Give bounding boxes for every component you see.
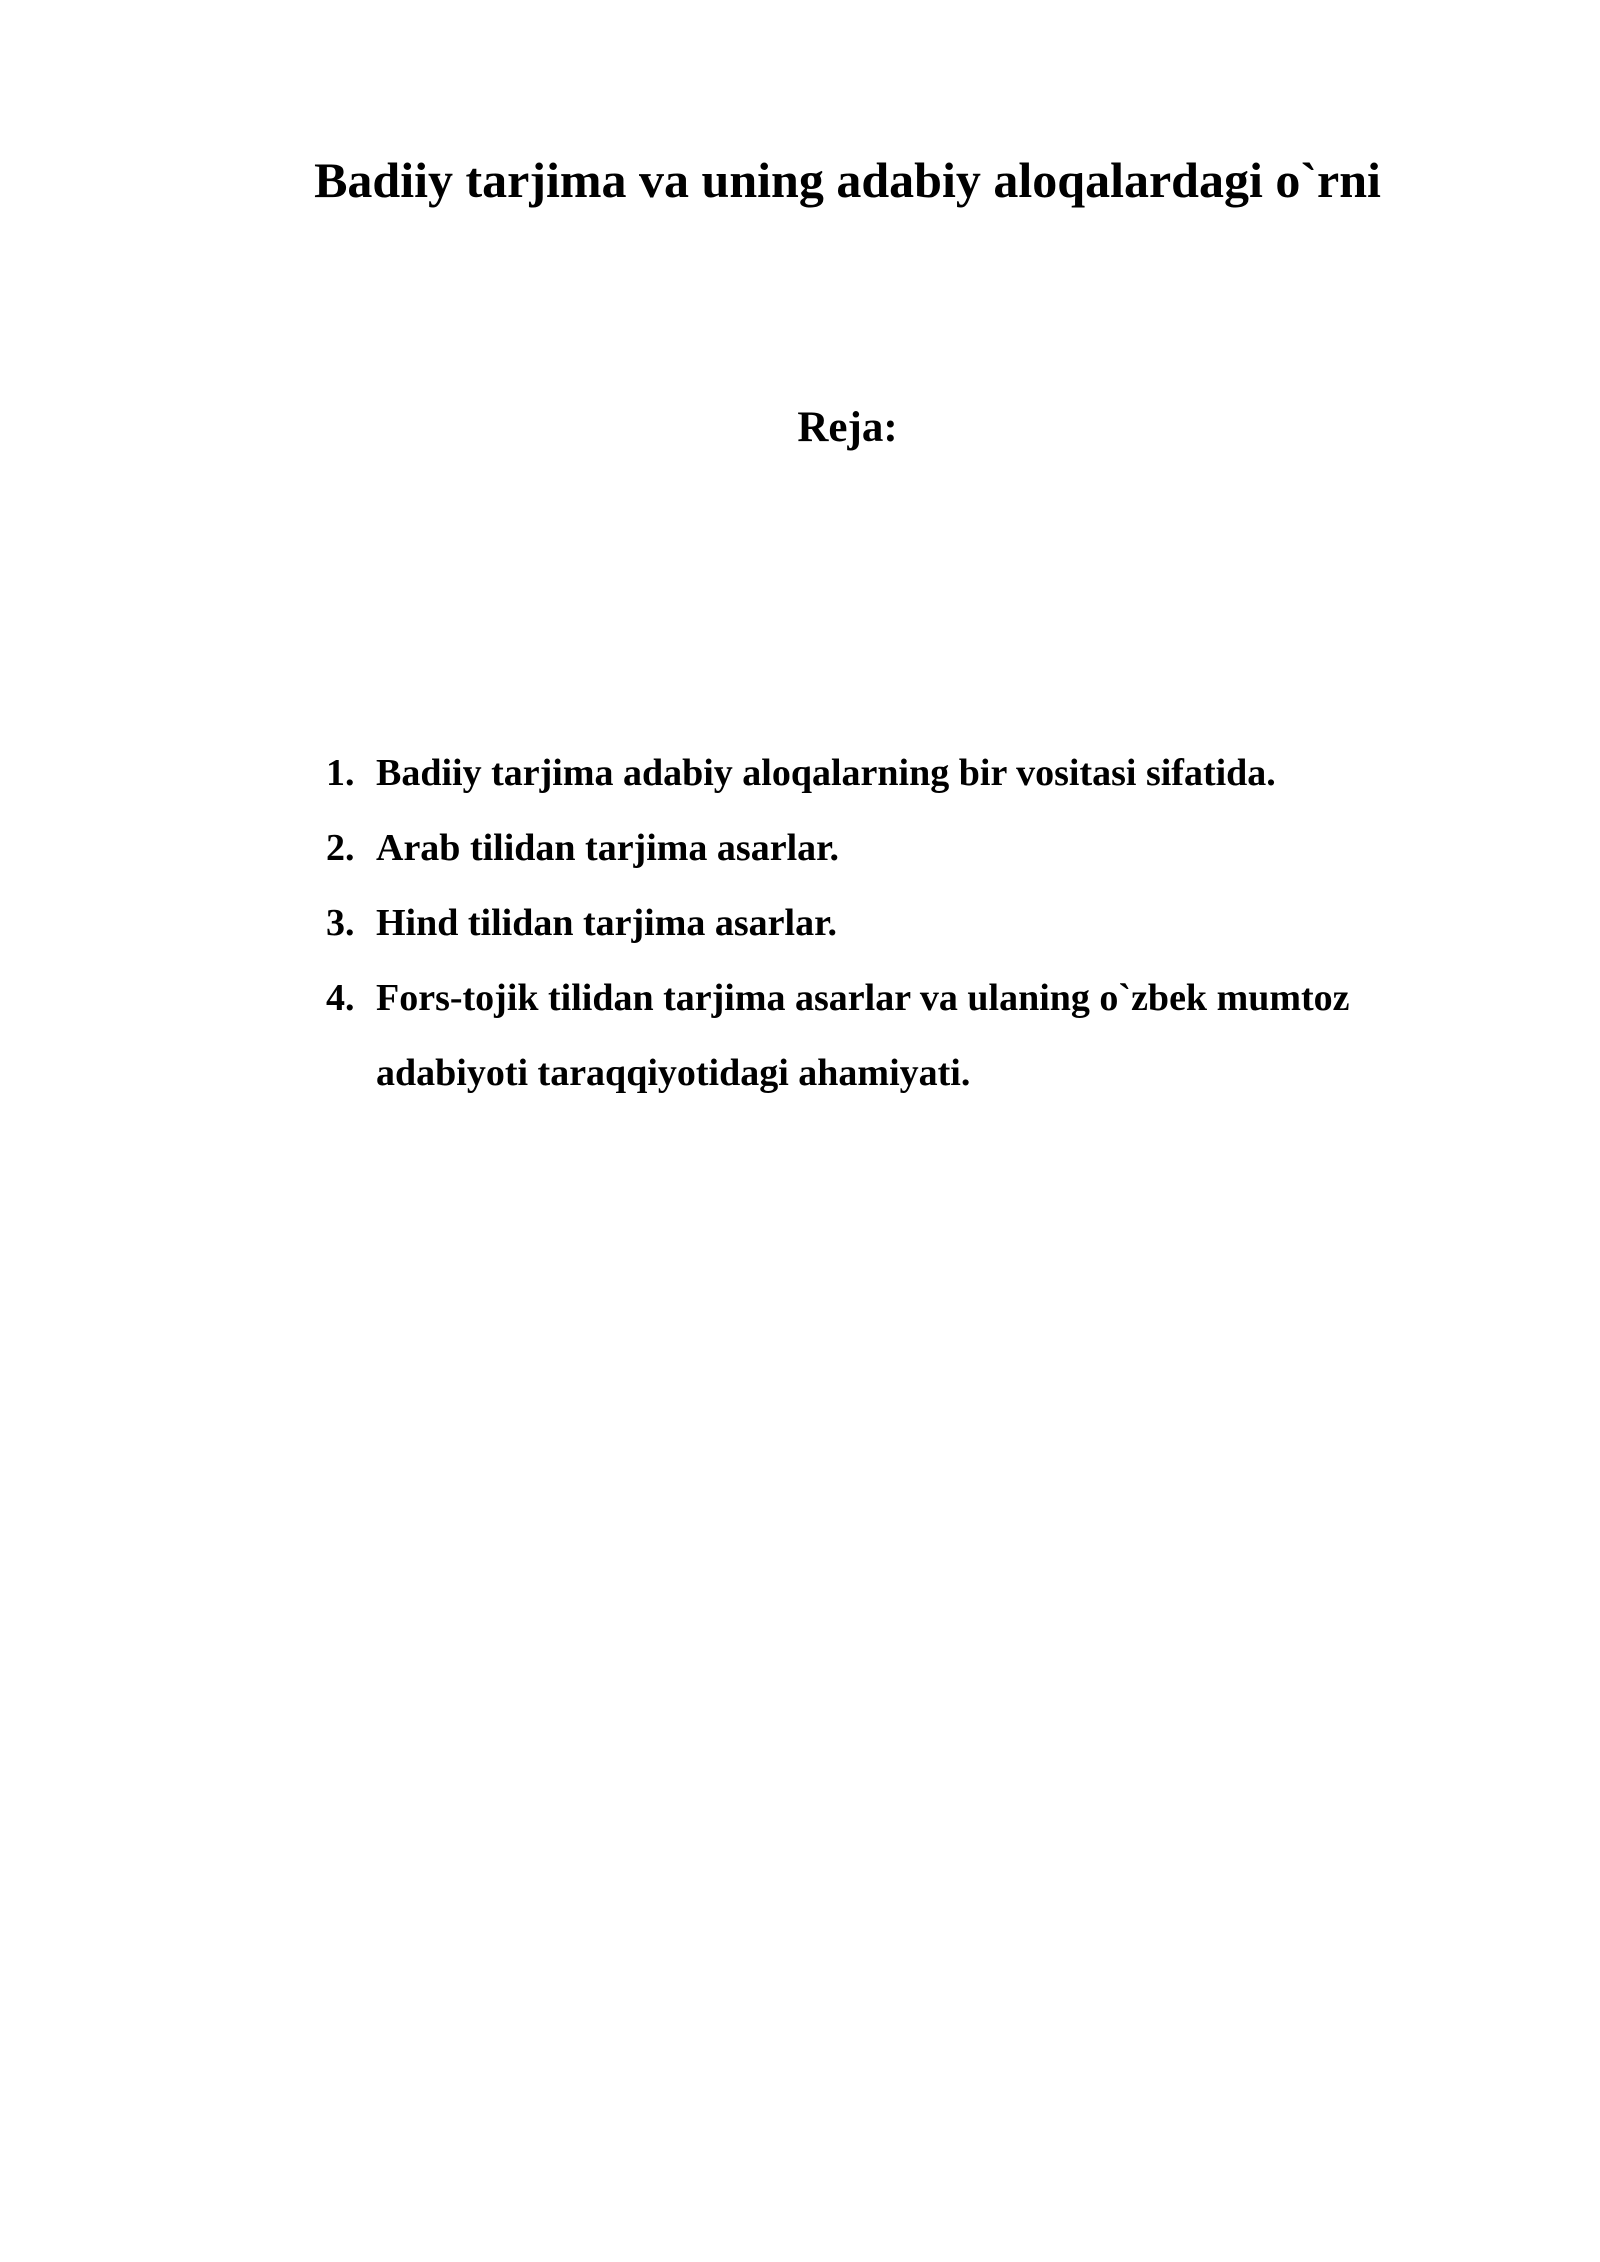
plan-heading: Reja: — [797, 404, 898, 451]
plan-item-3 — [326, 886, 1506, 961]
plan-item-text: Hind tilidan tarjima asarlar. — [376, 902, 837, 944]
plan-item-1 — [326, 736, 1506, 811]
plan-item-text: Badiiy tarjima adabiy aloqalarning bir vositasi sifatida. — [376, 752, 1276, 794]
plan-item-number: 4. — [326, 977, 355, 1019]
plan-item-2 — [326, 811, 1506, 886]
plan-item-text: Arab tilidan tarjima asarlar. — [376, 827, 840, 869]
plan-item-number: 2. — [326, 827, 355, 869]
plan-item-number: 1. — [326, 752, 355, 794]
plan-item-text: Fors-tojik tilidan tarjima asarlar va ulaning o`zbek mumtoz adabiyoti taraqqiyotidagi ahamiyati. — [376, 977, 1350, 1094]
plan-item-number: 3. — [326, 902, 355, 944]
plan-item-4 — [326, 961, 1506, 1111]
document-title: Badiiy tarjima va uning adabiy aloqalardagi o`rni — [314, 152, 1381, 208]
plan-list — [326, 736, 1506, 1111]
